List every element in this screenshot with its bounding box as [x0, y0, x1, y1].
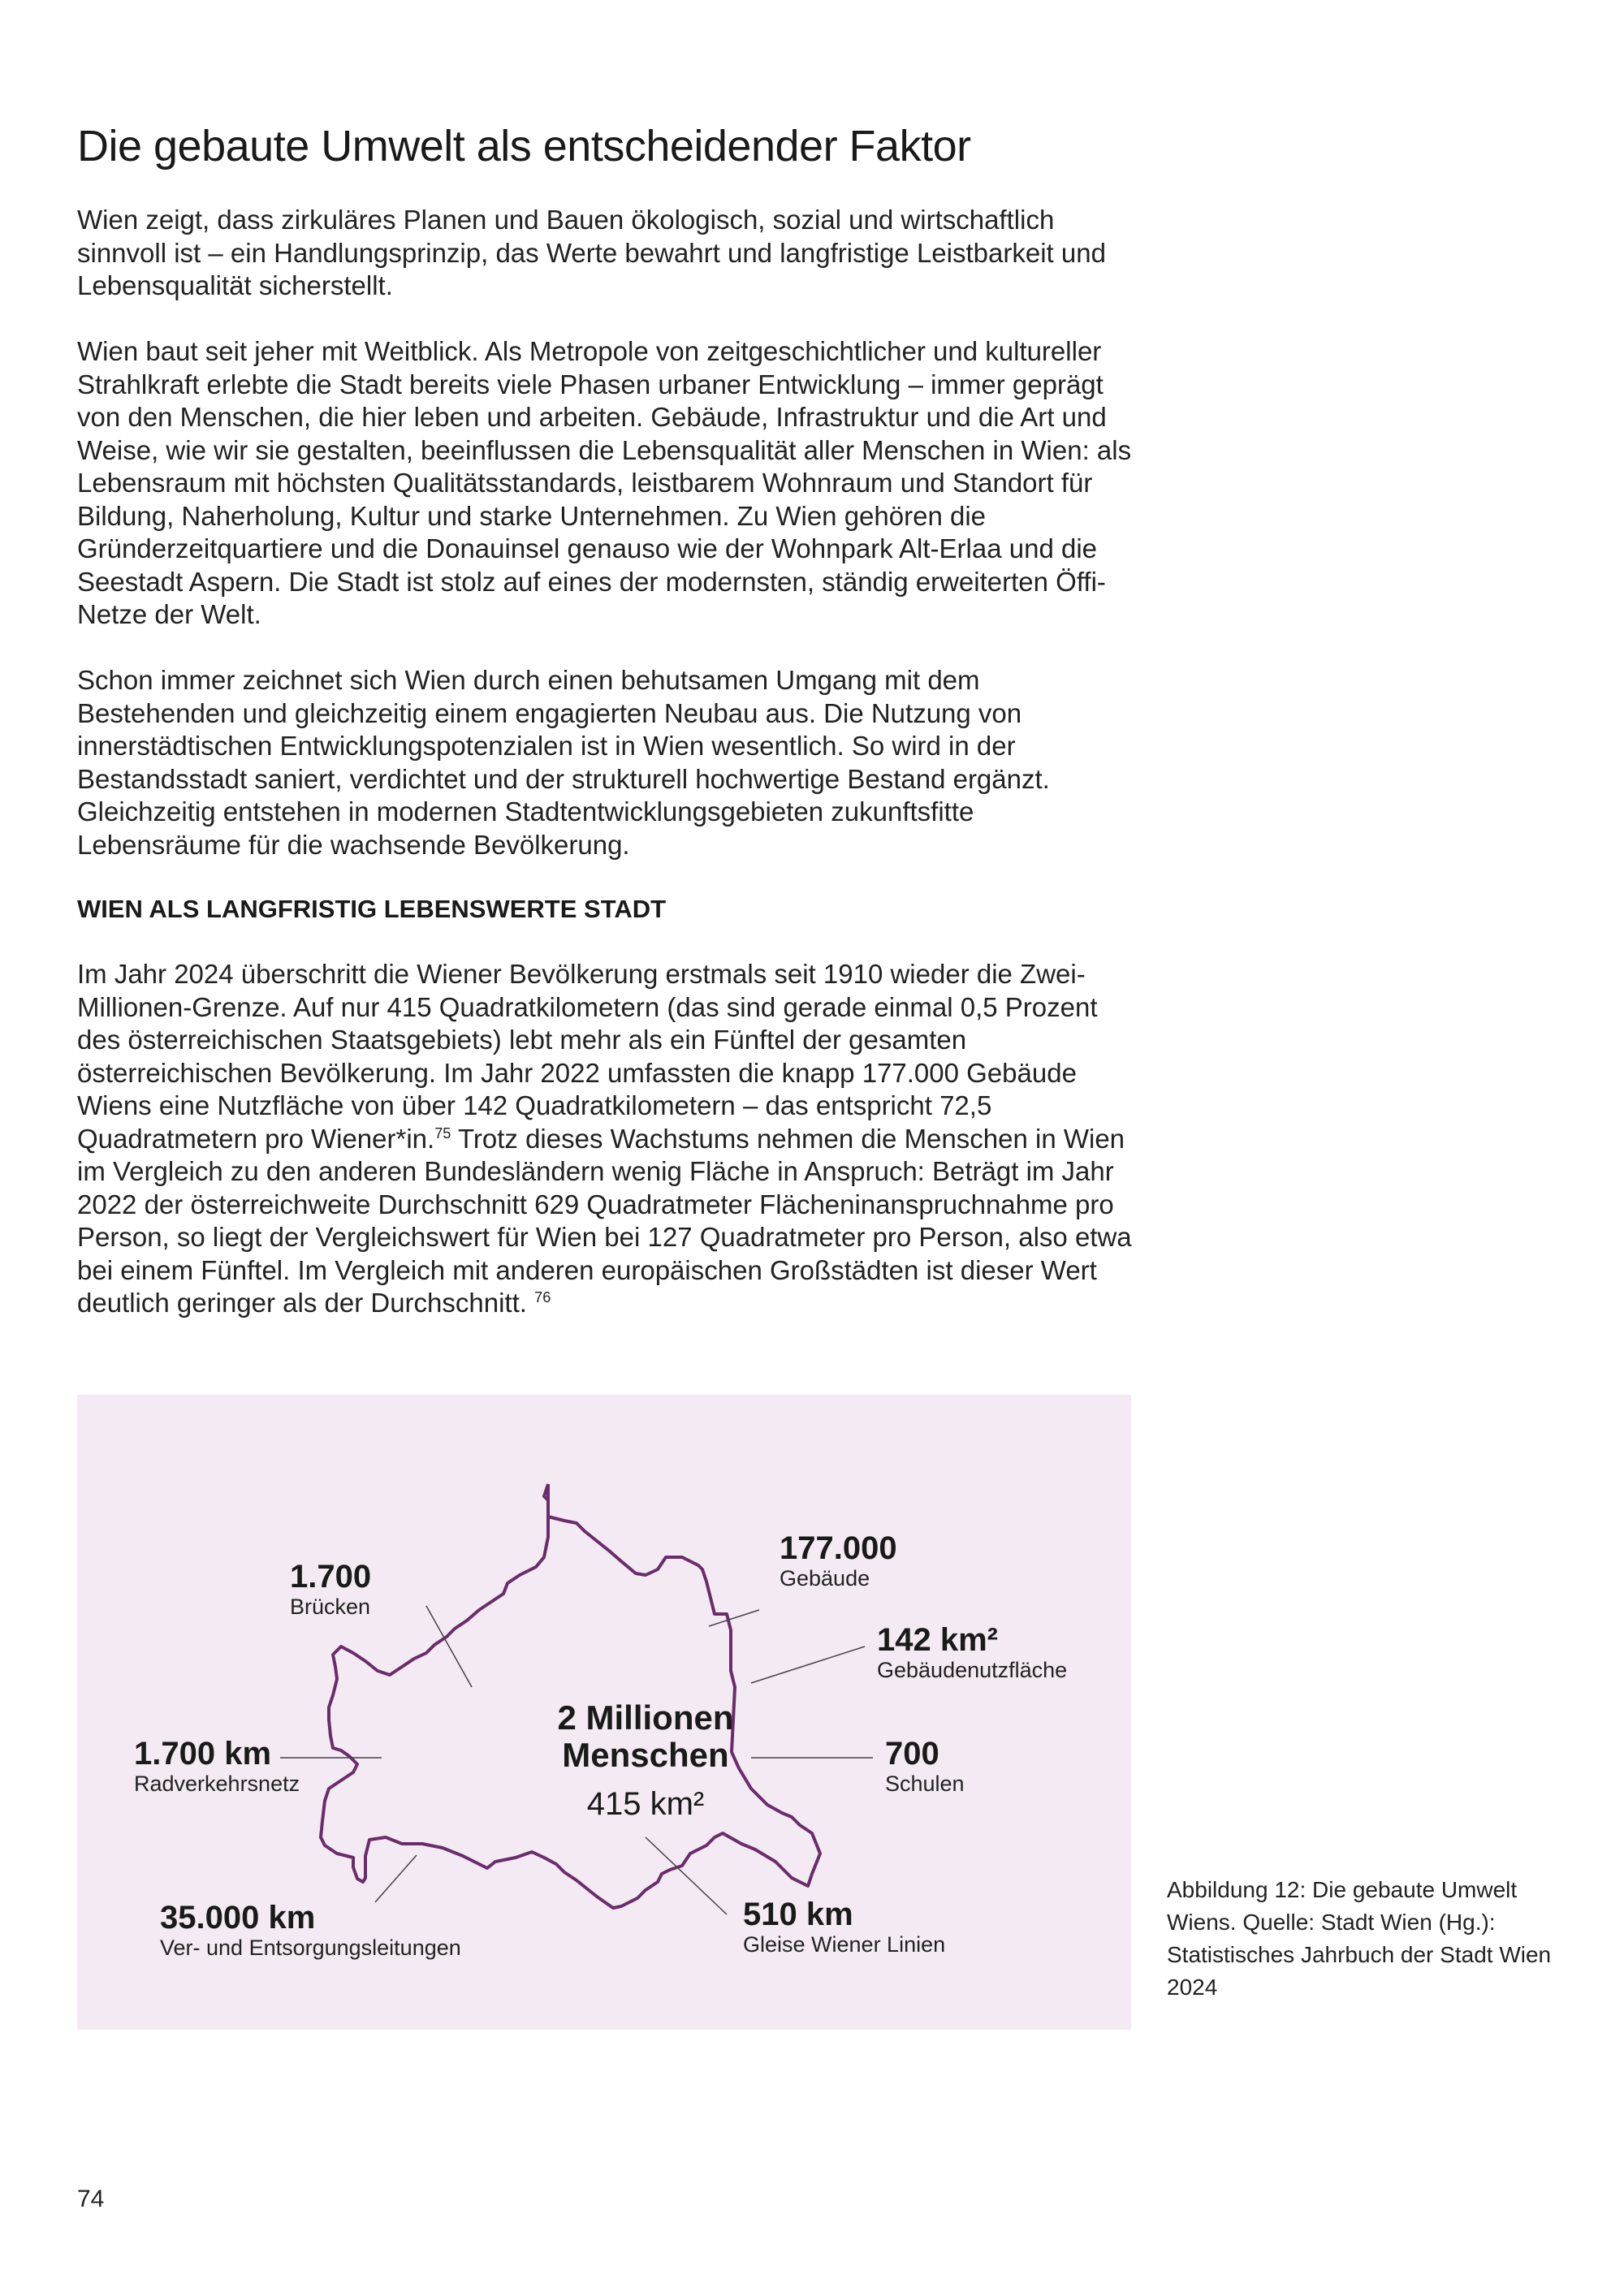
stat-bruecken-value: 1.700 [290, 1559, 372, 1595]
stat-schulen-label: Schulen [885, 1772, 965, 1796]
stat-gleise-label: Gleise Wiener Linien [743, 1932, 946, 1957]
paragraph-3-part-b: Trotz dieses Wachstums nehmen die Menschen in Wien im Vergleich zu den anderen Bundesländern wenig Fläche in Anspruch: Beträgt im Jahr 2022 der österreichweite Durchschnitt 629 Quadratmeter Flächeninanspruchnahme pro Person, so liegt der Vergleichswert für Wien bei 127 Quadratmeter pro Person, also etwa bei einem Fünftel. Im Vergleich mit anderen europäischen Großstädten ist dieser Wert deutlich geringer als der Durchschnitt. [77, 1123, 1132, 1318]
stat-gebaeude-label: Gebäude [780, 1566, 870, 1590]
paragraph-2-text: Schon immer zeichnet sich Wien durch einen behutsamen Umgang mit dem Bestehenden und gleichzeitig einem engagierten Neubau aus. Die Nutzung von innerstädtischen Entwicklungspotenzialen ist in Wien wesentlich. So wird in der Bestandsstadt saniert, verdichtet und der strukturell hochwertige Bestand ergänzt. Gleichzeitig entstehen in modernen Stadtentwicklungsgebieten zukunftsfitte Lebensräume für die wachsende Bevölkerung. [77, 665, 1050, 860]
stat-gebaeude-value: 177.000 [780, 1530, 897, 1566]
population-line-2: Menschen [562, 1736, 729, 1774]
stat-bruecken [290, 1559, 371, 1619]
paragraph-1-text: Wien baut seit jeher mit Weitblick. Als Metropole von zeitgeschichtlicher und kultureller Strahlkraft erlebte die Stadt bereits viele Phasen urbaner Entwicklung – immer geprägt von den Menschen, die hier leben und arbeiten. Gebäude, Infrastruktur und die Art und Weise, wie wir sie gestalten, beeinflussen die Lebensqualität aller Menschen in Wien: als Lebensraum mit höchsten Qualitätsstandards, leistbarem Wohnraum und Standort für Bildung, Naherholung, Kultur und starke Unternehmen. Zu Wien gehören die Gründerzeitquartiere und die Donauinsel genauso wie der Wohnpark Alt-Erlaa und die Seestadt Aspern. Die Stadt ist stolz auf eines der modernsten, ständig erweiterten Öffi-Netze der Welt. [77, 336, 1132, 629]
stat-gleise [743, 1897, 945, 1957]
stat-leitungen-value: 35.000 km [160, 1900, 316, 1936]
stat-schulen-value: 700 [885, 1736, 939, 1772]
stat-nutzflaeche-value: 142 km² [877, 1622, 998, 1658]
paragraph-3-text [77, 958, 1133, 1320]
section-heading: WIEN ALS LANGFRISTIG LEBENSWERTE STADT [77, 895, 667, 923]
stat-gebaeude [780, 1530, 897, 1590]
city-area: 415 km² [586, 1786, 705, 1822]
population-line-1: 2 Millionen [557, 1698, 734, 1737]
stat-radverkehrsnetz [134, 1736, 300, 1796]
stat-schulen [885, 1736, 965, 1796]
stat-leitungen-label: Ver- und Entsorgungsleitungen [160, 1936, 461, 1960]
body-paragraph-2 [77, 664, 1133, 861]
stat-nutzflaeche-label: Gebäudenutzfläche [877, 1658, 1068, 1682]
population-stat [483, 1699, 808, 1824]
intro-paragraph [77, 204, 1133, 303]
vienna-infographic [77, 1395, 1131, 2030]
leader-line-leitungen [375, 1855, 417, 1902]
figure-caption: Abbildung 12: Die gebaute Umwelt Wiens. Quelle: Stadt Wien (Hg.): Statistisches Jahrbuch der Stadt Wien 2024 [1167, 1877, 1552, 2000]
page-title: Die gebaute Umwelt als entscheidender Faktor [77, 122, 971, 170]
leader-line-gleise [646, 1837, 727, 1914]
stat-nutzflaeche [877, 1622, 1067, 1682]
body-paragraph-1 [77, 335, 1133, 632]
stat-gleise-value: 510 km [743, 1897, 853, 1932]
stat-rad-value: 1.700 km [134, 1736, 272, 1772]
stat-leitungen [160, 1900, 461, 1960]
body-paragraph-3 [77, 958, 1133, 1320]
paragraph-3-part-a: Im Jahr 2024 überschritt die Wiener Bevölkerung erstmals seit 1910 wieder die Zwei-Millionen-Grenze. Auf nur 415 Quadratkilometern (das sind gerade einmal 0,5 Prozent des österreichischen Staatsgebiets) lebt mehr als ein Fünftel der gesamten österreichischen Bevölkerung. Im Jahr 2022 umfassten die knapp 177.000 Gebäude Wiens eine Nutzfläche von über 142 Quadratkilometern – das entspricht 72,5 Quadratmetern pro Wiener*in. [77, 959, 1098, 1154]
stat-rad-label: Radverkehrsnetz [134, 1772, 300, 1796]
stat-bruecken-label: Brücken [290, 1595, 371, 1619]
intro-text: Wien zeigt, dass zirkuläres Planen und Bauen ökologisch, sozial und wirtschaftlich sinnvoll ist – ein Handlungsprinzip, das Werte bewahrt und langfristige Leistbarkeit und Lebensqualität sicherstellt. [77, 205, 1106, 300]
vienna-city-outline [321, 1484, 820, 1908]
footnote-75[interactable]: 75 [434, 1124, 451, 1142]
footnote-76[interactable]: 76 [534, 1289, 551, 1306]
page-number: 74 [77, 2186, 105, 2212]
leader-line-nutzflaeche [751, 1646, 865, 1683]
